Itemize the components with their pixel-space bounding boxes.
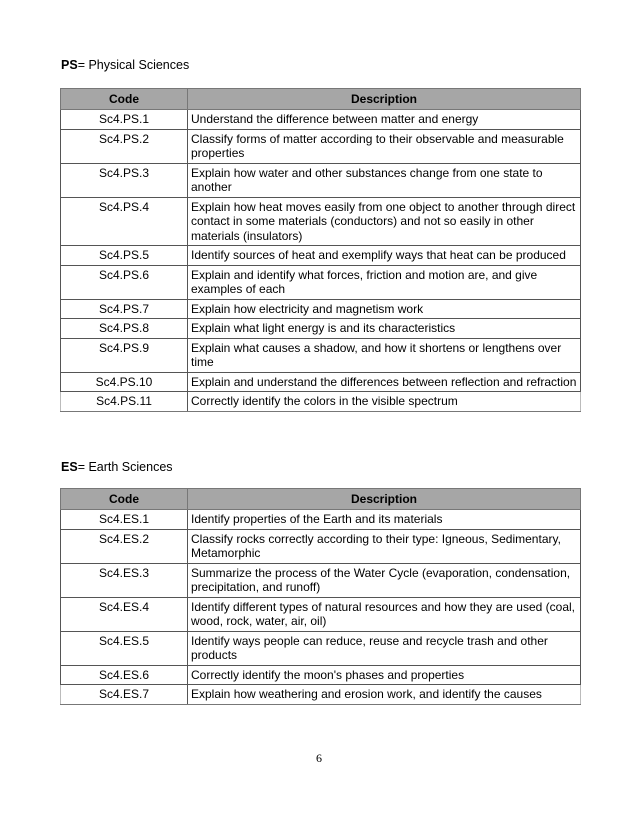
ps-table-body	[61, 110, 581, 412]
standard-code: Sc4.ES.4	[61, 597, 188, 631]
standard-code: Sc4.PS.8	[61, 319, 188, 339]
es-table-row	[61, 685, 581, 705]
es-table-body	[61, 510, 581, 705]
ps-title-text: = Physical Sciences	[77, 58, 190, 72]
ps-table-row	[61, 392, 581, 412]
es-table-row	[61, 631, 581, 665]
ps-table-row	[61, 319, 581, 339]
standard-code: Sc4.PS.6	[61, 265, 188, 299]
ps-table-row	[61, 265, 581, 299]
es-table-row	[61, 665, 581, 685]
standard-code: Sc4.ES.1	[61, 510, 188, 530]
standard-description: Explain and understand the differences between reflection and refraction	[188, 372, 581, 392]
es-title-text: = Earth Sciences	[77, 460, 173, 474]
standard-description: Identify properties of the Earth and its materials	[188, 510, 581, 530]
ps-description-header: Description	[188, 89, 581, 110]
standard-description: Understand the difference between matter and energy	[188, 110, 581, 130]
ps-table-row	[61, 338, 581, 372]
ps-abbr: PS	[61, 58, 78, 72]
standard-code: Sc4.PS.2	[61, 129, 188, 163]
es-table-row	[61, 510, 581, 530]
ps-table-row	[61, 246, 581, 266]
ps-section-title	[61, 58, 189, 72]
standard-description: Correctly identify the moon's phases and properties	[188, 665, 581, 685]
standard-code: Sc4.ES.2	[61, 529, 188, 563]
standard-code: Sc4.ES.5	[61, 631, 188, 665]
standard-description: Explain how water and other substances change from one state to another	[188, 163, 581, 197]
es-description-header: Description	[188, 489, 581, 510]
ps-table-row	[61, 163, 581, 197]
standard-code: Sc4.PS.10	[61, 372, 188, 392]
es-header-row	[61, 489, 581, 510]
ps-header-row	[61, 89, 581, 110]
standard-code: Sc4.PS.1	[61, 110, 188, 130]
standard-description: Classify rocks correctly according to their type: Igneous, Sedimentary, Metamorphic	[188, 529, 581, 563]
standard-code: Sc4.ES.6	[61, 665, 188, 685]
standard-code: Sc4.PS.11	[61, 392, 188, 412]
es-section-title	[61, 460, 173, 474]
standard-description: Summarize the process of the Water Cycle (evaporation, condensation, precipitation, and runoff)	[188, 563, 581, 597]
es-code-header: Code	[61, 489, 188, 510]
standard-code: Sc4.PS.3	[61, 163, 188, 197]
standard-code: Sc4.PS.9	[61, 338, 188, 372]
standard-description: Identify ways people can reduce, reuse and recycle trash and other products	[188, 631, 581, 665]
standard-description: Explain how weathering and erosion work, and identify the causes	[188, 685, 581, 705]
ps-table-row	[61, 299, 581, 319]
ps-standards-table	[60, 88, 581, 412]
ps-table-row	[61, 129, 581, 163]
standard-description: Correctly identify the colors in the visible spectrum	[188, 392, 581, 412]
es-table-row	[61, 563, 581, 597]
standard-description: Explain what light energy is and its characteristics	[188, 319, 581, 339]
standard-code: Sc4.ES.3	[61, 563, 188, 597]
standard-description: Explain how heat moves easily from one object to another through direct contact in some materials (conductors) and not so easily in other materials (insulators)	[188, 197, 581, 246]
standard-description: Explain and identify what forces, friction and motion are, and give examples of each	[188, 265, 581, 299]
ps-table-row	[61, 372, 581, 392]
standard-description: Identify different types of natural resources and how they are used (coal, wood, rock, water, air, oil)	[188, 597, 581, 631]
es-abbr: ES	[61, 460, 78, 474]
standard-description: Identify sources of heat and exemplify ways that heat can be produced	[188, 246, 581, 266]
ps-table-row	[61, 110, 581, 130]
standard-code: Sc4.ES.7	[61, 685, 188, 705]
es-table-row	[61, 597, 581, 631]
standard-code: Sc4.PS.7	[61, 299, 188, 319]
es-standards-table	[60, 488, 581, 705]
standard-code: Sc4.PS.5	[61, 246, 188, 266]
standard-description: Explain how electricity and magnetism work	[188, 299, 581, 319]
page-number: 6	[316, 751, 322, 765]
ps-table-row	[61, 197, 581, 246]
es-table-row	[61, 529, 581, 563]
ps-code-header: Code	[61, 89, 188, 110]
standard-description: Explain what causes a shadow, and how it shortens or lengthens over time	[188, 338, 581, 372]
standard-code: Sc4.PS.4	[61, 197, 188, 246]
standard-description: Classify forms of matter according to their observable and measurable properties	[188, 129, 581, 163]
